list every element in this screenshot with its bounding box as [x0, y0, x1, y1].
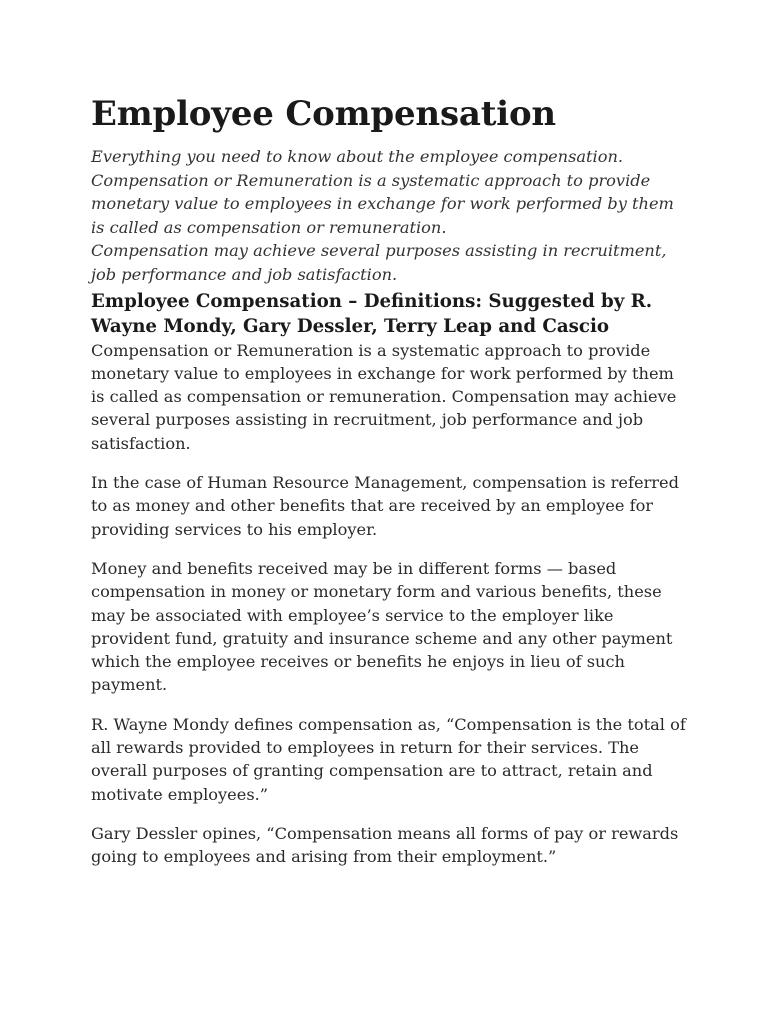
section-heading: Employee Compensation – Definitions: Suggested by R. Wayne Mondy, Gary Dessler, Terry Leap and Cascio: [91, 290, 653, 337]
body-paragraph-3: Money and benefits received may be in different forms — based compensation in money or monetary form and various benefits, these may be associated with employee’s service to the employer like provident fund, gratuity and insurance scheme and any other payment which the employee receives or benefits he enjoys in lieu of such payment.: [91, 558, 673, 695]
intro-paragraph-2: Compensation may achieve several purposes assisting in recruitment, job performance and job satisfaction.: [91, 241, 667, 284]
intro-line: Everything you need to know about the employee compensation.: [91, 147, 624, 166]
body-paragraph-5: Gary Dessler opines, “Compensation means all forms of pay or rewards going to employees and arising from their employment.”: [91, 823, 679, 867]
body-paragraph-2: In the case of Human Resource Management, compensation is referred to as money and other benefits that are received by an employee for providing services to his employer.: [91, 473, 679, 539]
document-page: [91, 92, 691, 869]
body-paragraph-4: R. Wayne Mondy defines compensation as, “Compensation is the total of all rewards provided to employees in return for their services. The overall purposes of granting compensation are to attract, retain and motivate employees.”: [91, 714, 686, 804]
body-paragraph-1: Compensation or Remuneration is a systematic approach to provide monetary value to employees in exchange for work performed by them is called as compensation or remuneration. Compensation may achieve several purposes assisting in recruitment, job performance and job satisfaction.: [91, 340, 677, 453]
intro-block: [91, 145, 691, 287]
intro-paragraph-1: Compensation or Remuneration is a systematic approach to provide monetary value to employees in exchange for work performed by them is called as compensation or remuneration.: [91, 170, 674, 237]
document-title: Employee Compensation: [91, 94, 556, 134]
